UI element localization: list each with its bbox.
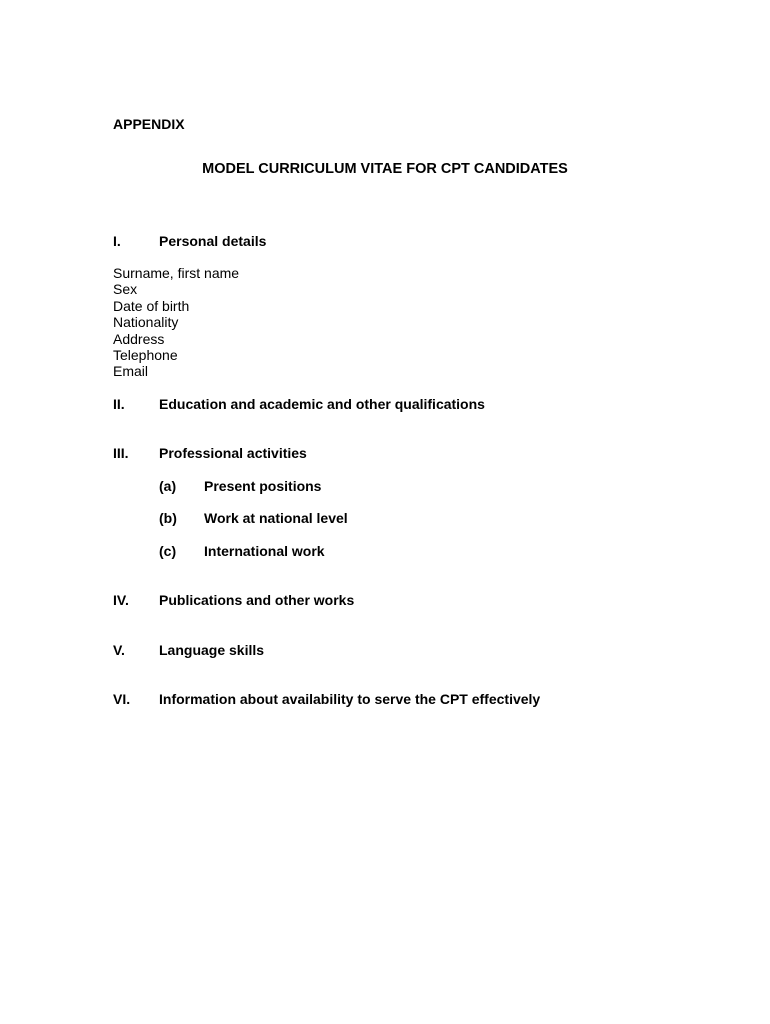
section-title: Personal details — [159, 233, 267, 249]
subsection-label: (a) — [159, 478, 177, 494]
subsection-title: Present positions — [204, 478, 322, 494]
subsection-international-work — [159, 543, 325, 560]
field-email: Email — [113, 363, 149, 380]
section-title: Information about availability to serve the CPT effectively — [159, 691, 541, 707]
subsection-title: Work at national level — [204, 510, 348, 526]
subsection-label: (c) — [159, 543, 177, 559]
subsection-label: (b) — [159, 510, 177, 526]
appendix-label: APPENDIX — [113, 116, 185, 132]
field-date-of-birth: Date of birth — [113, 297, 190, 314]
section-professional-activities — [113, 445, 307, 462]
section-availability — [113, 691, 540, 708]
section-personal-details — [113, 233, 266, 250]
section-title: Language skills — [159, 642, 265, 658]
section-number: I. — [113, 233, 121, 249]
document-title: MODEL CURRICULUM VITAE FOR CPT CANDIDATES — [202, 161, 568, 177]
field-telephone: Telephone — [113, 347, 178, 364]
section-publications — [113, 592, 354, 609]
section-number: V. — [113, 642, 125, 658]
section-number: III. — [113, 445, 129, 461]
section-number: II. — [113, 396, 125, 412]
section-language-skills — [113, 642, 264, 659]
field-surname-first-name: Surname, first name — [113, 265, 240, 281]
subsection-title: International work — [204, 543, 325, 559]
personal-details-fields — [113, 265, 239, 380]
field-nationality: Nationality — [113, 314, 179, 331]
section-number: IV. — [113, 592, 129, 608]
section-title: Professional activities — [159, 445, 307, 461]
field-sex: Sex — [113, 281, 138, 298]
field-address: Address — [113, 330, 165, 347]
subsection-work-national-level — [159, 510, 348, 527]
subsection-present-positions — [159, 478, 321, 495]
section-number: VI. — [113, 691, 131, 707]
section-title: Publications and other works — [159, 592, 355, 608]
section-title: Education and academic and other qualifications — [159, 396, 485, 412]
section-education — [113, 396, 485, 413]
